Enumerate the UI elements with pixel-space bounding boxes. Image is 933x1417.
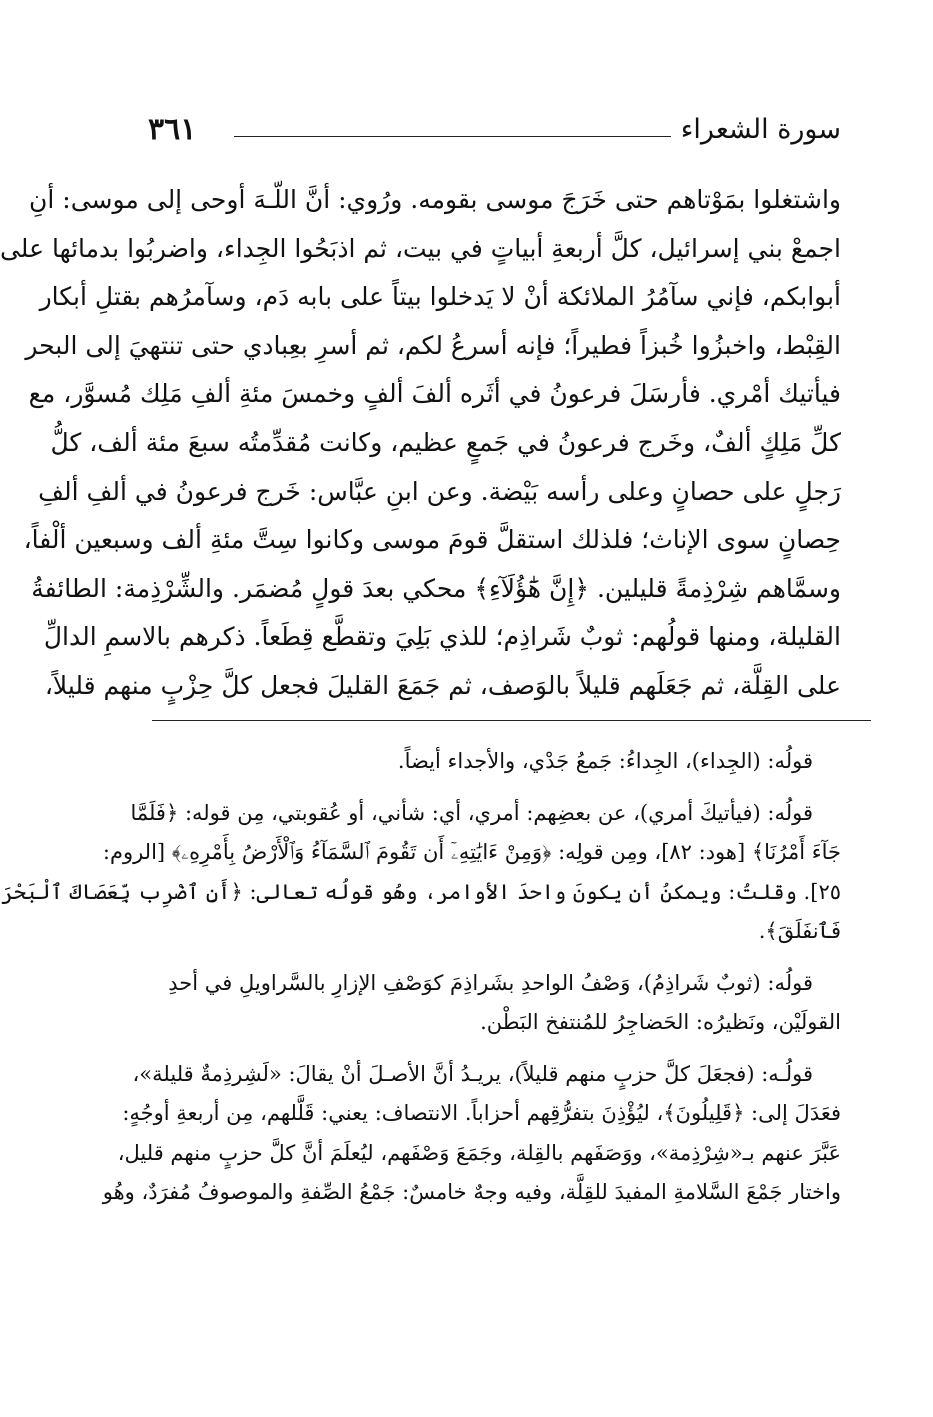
note-line: القولَيْن، ونَظيرُه: الحَضاجِرُ للمُنتفخ البَطْن. — [480, 1010, 841, 1034]
note-line: واختار جَمْعَ السَّلامةِ المفيدَ للقِلَّة، وفيه وجهٌ خامسٌ: جَمْعُ الصِّفةِ والموصوفُ مُفرَدٌ، وهُو — [102, 1180, 841, 1204]
note-line: فَٱنفَلَقَ﴾. — [758, 919, 841, 943]
note-line: عَبَّرَ عنهم بـ«شِرْذِمة»، ووَصَفَهم بالقِلة، وجَمَعَ وَصْفَهم، ليُعلَمَ أنَّ كلَّ حزبٍ منهم قليل، — [117, 1140, 841, 1165]
text-line: كلِّ مَلِكٍ ألفٌ، وخَرج فرعونُ في جَمعٍ عظيم، وكانت مُقدِّمتُه سبعَ مئة ألف، كلُّ — [50, 427, 841, 457]
note-paragraph — [102, 1055, 841, 1213]
page-header — [148, 112, 841, 156]
text-line: وسمَّاهم شِرْذِمةً قليلين. ﴿إِنَّ هَٰٓؤُلَآءِ﴾ محكي بعدَ قولٍ مُضمَر. والشِّرْذِمة: الطائفةُ — [31, 573, 841, 603]
note-line: قولُه: (ثوبٌ شَراذِمُ)، وَصْفُ الواحدِ بشَراذِمَ كوَصْفِ الإزارِ بالسَّراويلِ في أحدِ — [168, 970, 813, 995]
note-paragraph — [140, 742, 841, 782]
text-line: القِبْط، واخبزُوا خُبزاً فطيراً؛ فإنه أسرعُ لكم، ثم أسرِ بعِبادي حتى تنتهيَ إلى البحر — [25, 330, 841, 360]
note-line: ٢٥]. وقلتُ: ويمكنُ أن يكونَ واحدَ الأوامر، وهُو قولُه تعالى: ﴿أَنِ ٱضْرِب بِّعَصَاكَ ٱلْبَحْرَ — [1, 879, 841, 904]
note-line: قولُه: (الجِداء)، الجِداءُ: جَمعُ جَدْي، والأجداء أيضاً. — [397, 749, 813, 773]
note-line: فعَدَلَ إلى: ﴿قَلِيلُونَ﴾، ليُؤْذِنَ بتفرُّقِهم أحزاباً. الانتصاف: يعني: قَلَّلهم، مِن أربعةِ أوجُهٍ: — [122, 1101, 841, 1125]
text-line: أبوابكم، فإني سآمُرُ الملائكة أنْ لا يَدخلوا بيتاً على بابه دَم، وسآمرُهم بقتلِ أبكار — [39, 282, 841, 312]
surah-title: سورة الشعراء — [680, 114, 841, 145]
commentary-notes — [1, 742, 841, 1225]
text-line: اجمعْ بني إسرائيل، كلَّ أربعةِ أبياتٍ في بيت، ثم اذبَحُوا الجِداء، واضربُوا بدمائها على — [0, 233, 841, 263]
text-line: فيأتيك أمْري. فأرسَلَ فرعونُ في أثَره ألفَ ألفٍ وخمسَ مئةِ ألفِ مَلِك مُسوَّر، مع — [28, 379, 841, 409]
note-paragraph — [140, 964, 841, 1043]
note-line: قولُـه: (فجعَلَ كلَّ حزبٍ منهم قليلاً)، يريـدُ أنَّ الأصـلَ أنْ يقالَ: «لَشِرذِمةٌ قليلة»، — [132, 1061, 813, 1086]
main-text — [0, 176, 841, 711]
text-line: القليلة، ومنها قولُهم: ثوبٌ شَراذِم؛ للذي بَلِيَ وتقطَّع قِطَعاً. ذكرهم بالاسمِ الدالِّ — [43, 622, 841, 652]
page-number: ٣٦١ — [148, 112, 197, 147]
note-line: جَآءَ أَمْرُنَا﴾ [هود: ٨٢]، ومِن قولِه: ﴿وَمِنْ ءَايَٰتِهِۦٓ أَن تَقُومَ ٱلسَّمَآءُ وَٱلْأَرْضُ بِأَمْرِهِۦ﴾ [الروم: — [102, 840, 841, 864]
note-line: قولُه: (فيأتيكَ أمري)، عن بعضِهم: أمري، أي: شأني، أو عُقوبتي، مِن قوله: ﴿فَلَمَّا — [130, 800, 813, 825]
text-line: واشتغلوا بمَوْتاهم حتى خَرَجَ موسى بقومه. ورُوي: أنَّ اللّـهَ أوحى إلى موسى: أنِ — [29, 185, 841, 214]
text-line: حِصانٍ سوى الإناث؛ فلذلك استقلَّ قومَ موسى وكانوا سِتَّ مئةِ ألف وسبعين ألْفاً، — [23, 525, 841, 555]
note-paragraph — [1, 794, 841, 952]
header-rule — [234, 136, 671, 137]
text-line: رَجلٍ على حصانٍ وعلى رأسه بَيْضة. وعن ابنِ عبَّاس: خَرج فرعونُ في ألفِ ألفِ — [38, 476, 841, 506]
footnote-divider — [152, 720, 871, 721]
text-line: على القِلَّة، ثم جَعَلَهم قليلاً بالوَصف، ثم جَمَعَ القليلَ فجعل كلَّ حِزْبٍ منهم قليلاً، — [44, 670, 841, 700]
